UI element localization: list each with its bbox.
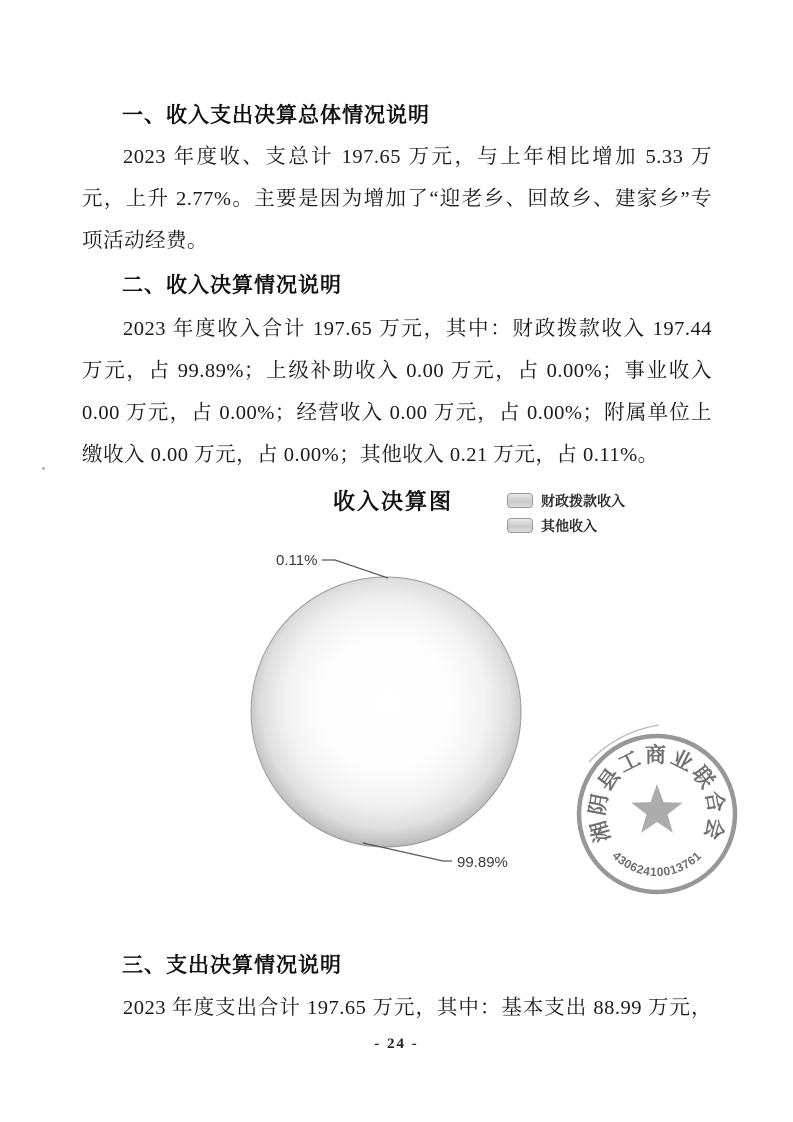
section1-line2: 元，上升 2.77%。主要是因为增加了“迎老乡、回故乡、建家乡”专 — [82, 188, 712, 210]
section3-heading: 三、支出决算情况说明 — [122, 954, 342, 977]
section1-line1: 2023 年度收、支总计 197.65 万元，与上年相比增加 5.33 万 — [123, 146, 712, 168]
stamp-star-icon — [631, 784, 682, 833]
page-number: - 24 - — [374, 1036, 419, 1052]
svg-text:43062410013761 — [610, 849, 705, 879]
section2-heading: 二、收入决算情况说明 — [122, 274, 342, 297]
legend-label: 其他收入 — [541, 517, 597, 534]
section2-line1: 2023 年度收入合计 197.65 万元，其中：财政拨款收入 197.44 — [123, 318, 712, 340]
pie-label-large: 99.89% — [457, 854, 508, 871]
stamp-ring-text: 湘阴县工商业联合会 — [585, 743, 729, 845]
pie-label-small: 0.11% — [276, 552, 318, 569]
pie-slice-large — [251, 577, 521, 847]
official-seal-stamp — [555, 708, 767, 920]
legend-swatch-icon — [507, 493, 533, 508]
leader-line-small-slice — [322, 560, 388, 578]
chart-title: 收入决算图 — [333, 489, 454, 514]
legend-swatch-icon — [507, 518, 533, 533]
legend-item — [507, 513, 625, 538]
section1-line3: 项活动经费。 — [82, 230, 208, 252]
legend-label: 财政拨款收入 — [541, 492, 625, 509]
pie-chart — [230, 540, 560, 880]
legend-item — [507, 488, 625, 513]
scan-speck — [42, 467, 45, 470]
chart-legend — [507, 488, 625, 538]
section2-line4: 缴收入 0.00 万元，占 0.00%；其他收入 0.21 万元，占 0.11%。 — [82, 444, 659, 466]
section1-heading: 一、收入支出决算总体情况说明 — [122, 104, 430, 127]
section2-line2: 万元，占 99.89%；上级补助收入 0.00 万元，占 0.00%；事业收入 — [82, 360, 712, 382]
stamp-number: 43062410013761 — [609, 848, 705, 880]
section2-line3: 0.00 万元，占 0.00%；经营收入 0.00 万元，占 0.00%；附属单位上 — [82, 402, 712, 424]
section3-line1: 2023 年度支出合计 197.65 万元，其中：基本支出 88.99 万元， — [123, 997, 712, 1019]
